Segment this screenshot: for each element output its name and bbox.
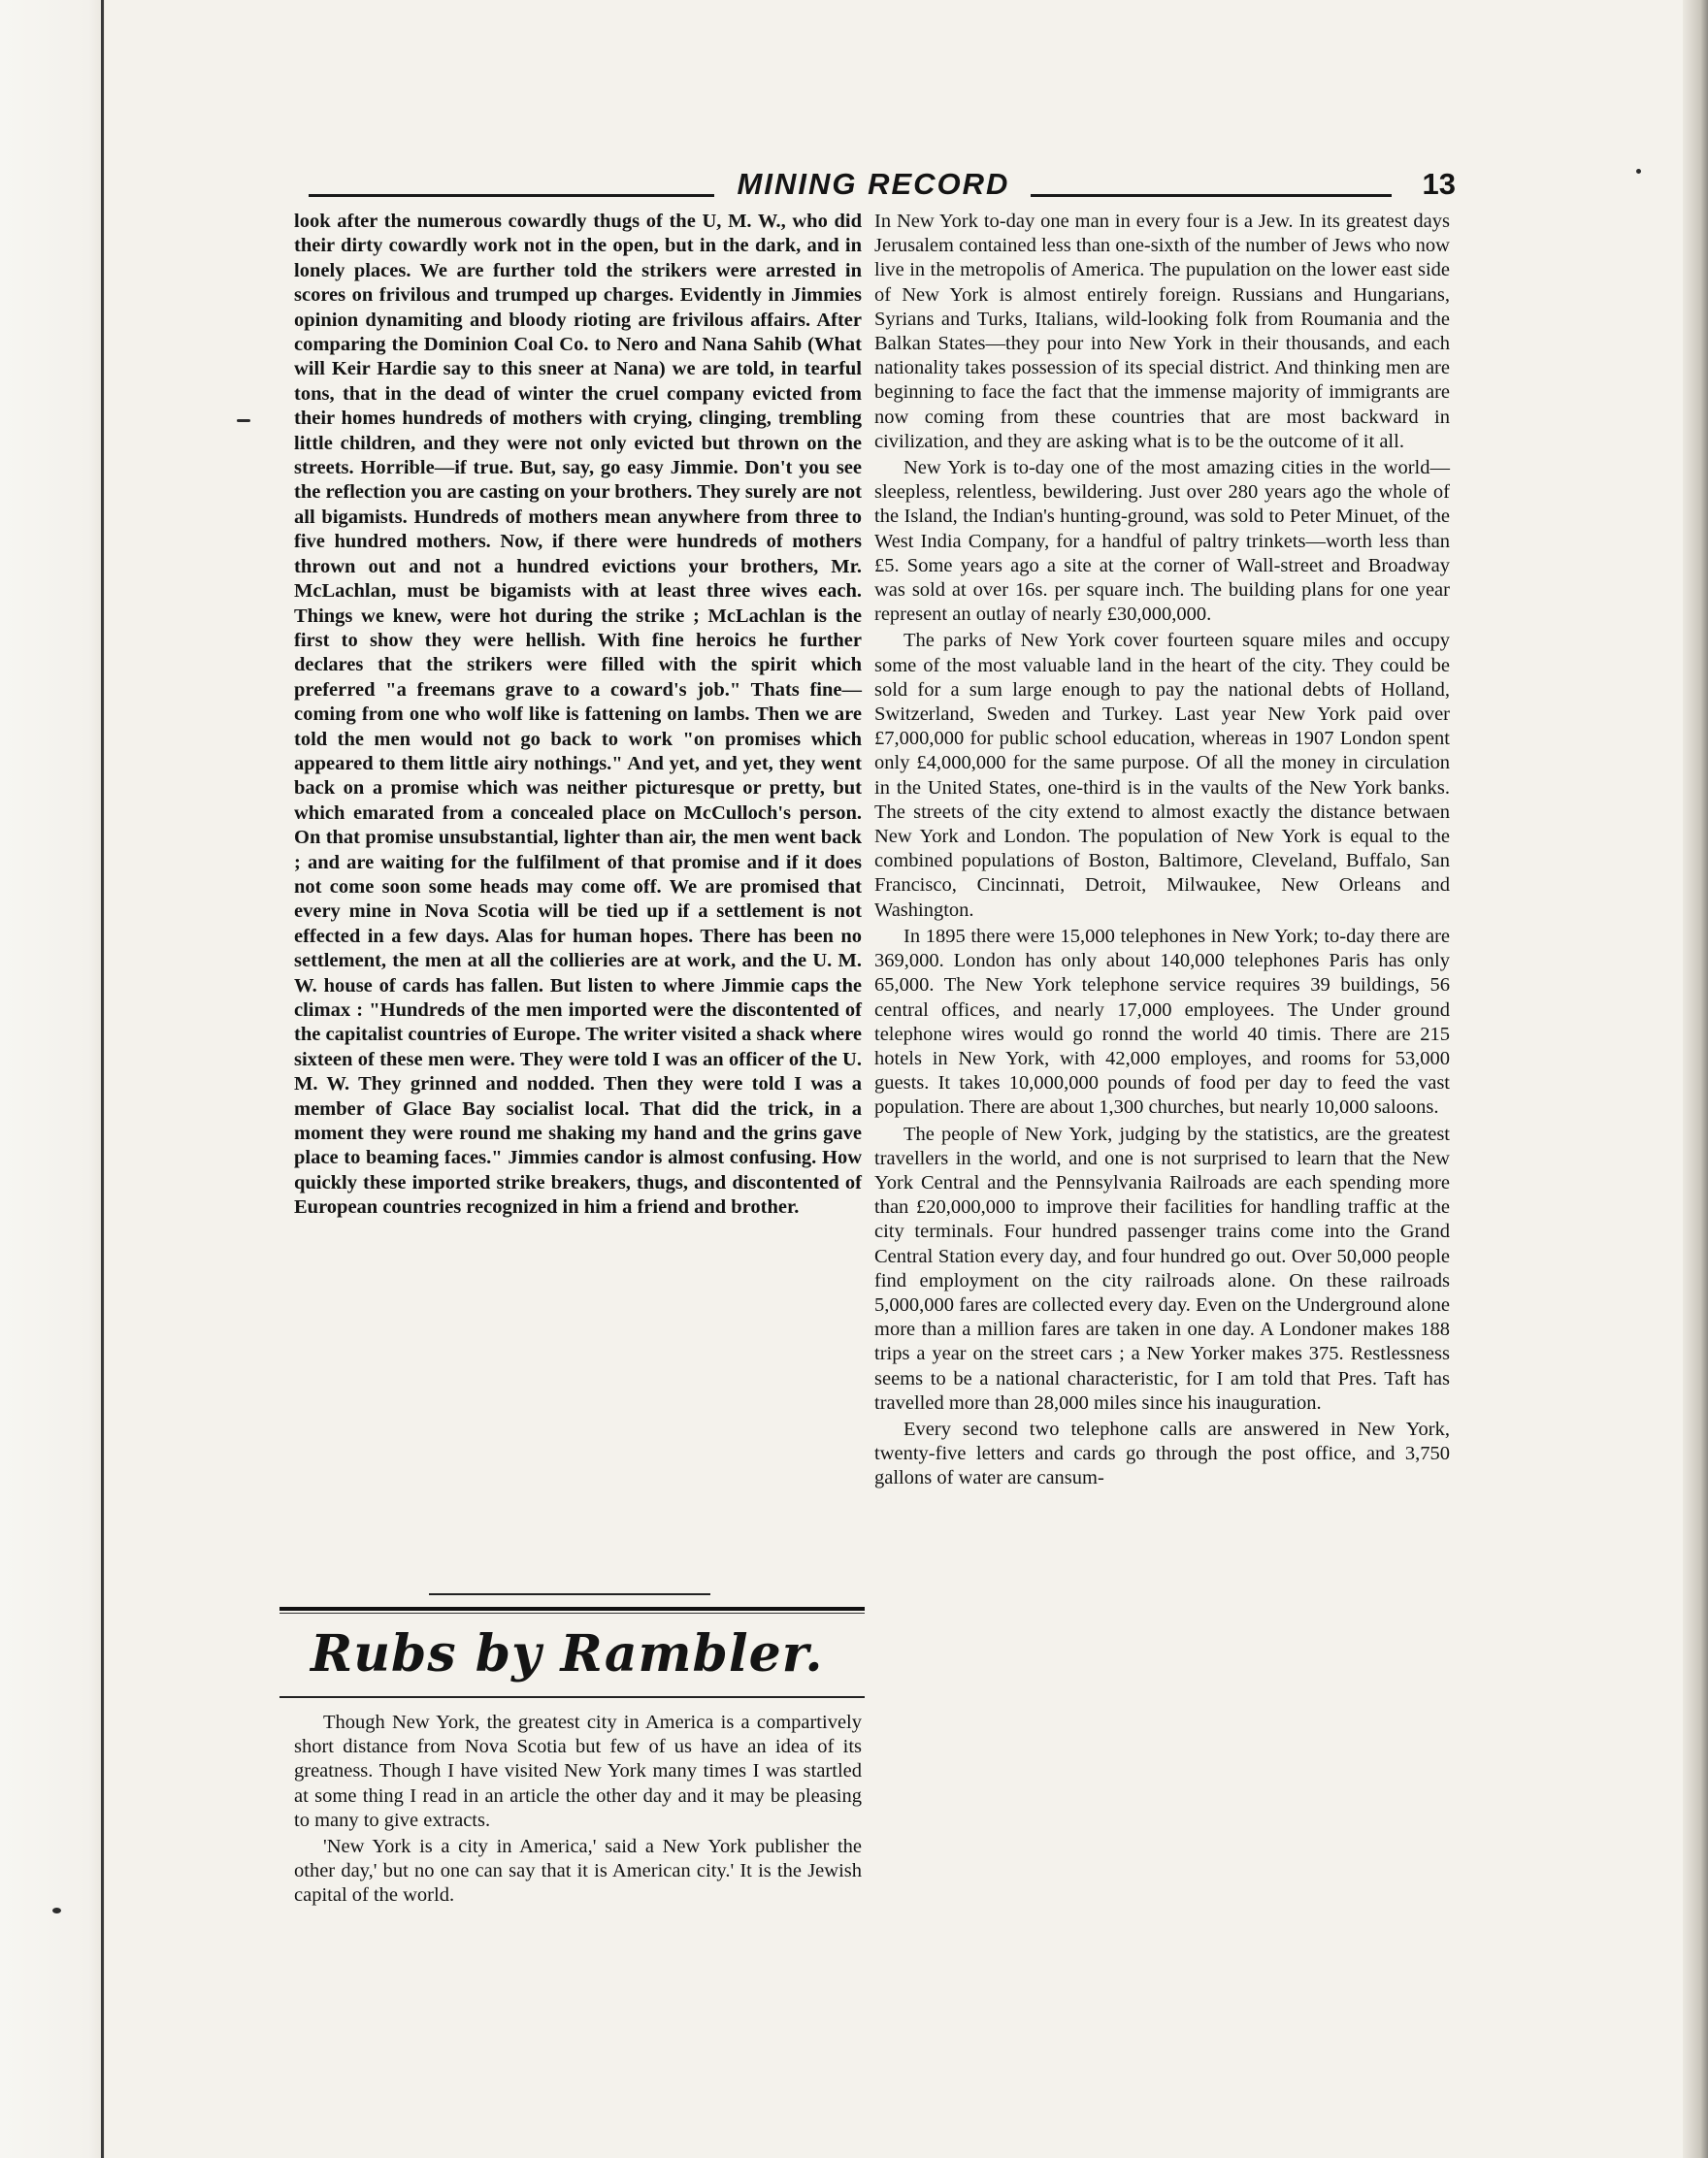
left-column-bottom-article — [294, 1711, 862, 1909]
paragraph: In 1895 there were 15,000 telephones in New York; to-day there are 369,000. London has only about 140,000 telephones Paris has only 65,000. The New York telephone service requires 39 buildings, 56 central offices, and nearly 17,000 employees. The Under ground telephone wires would go ronnd the world 40 timis. There are 215 hotels in New York, with 42,000 employes, and rooms for 53,000 guests. It takes 10,000,000 pounds of food per day to feed the vast population. There are about 1,300 churches, but nearly 10,000 saloons. — [874, 925, 1450, 1119]
paragraph: Every second two telephone calls are answered in New York, twenty-five letters and cards go through the post office, and 3,750 gallons of water are cansum- — [874, 1418, 1450, 1489]
ink-speck — [237, 419, 250, 422]
running-head-rule-left — [309, 194, 714, 197]
page-number: 13 — [1422, 167, 1456, 201]
right-column-article — [874, 210, 1450, 1491]
section-heading-underline — [279, 1696, 865, 1698]
section-heading — [311, 1620, 854, 1688]
binding-edge-line — [101, 0, 104, 2158]
paragraph: 'New York is a city in America,' said a New York publisher the other day,' but no one can say that it is American city.' It is the Jewish capital of the world. — [294, 1836, 862, 1907]
paragraph: New York is to-day one of the most amazing cities in the world—sleepless, relentless, bewildering. Just over 280 years ago the whole of the Island, the Indian's hunting-ground, was sold to Peter Minuet, of the West India Company, for a handful of paltry trinkets—worth less than £5. Some years ago a site at the corner of Wall-street and Broadway was sold at over 16s. per square inch. The building plans for one year represent an outlay of nearly £30,000,000. — [874, 457, 1450, 626]
section-divider-thin — [279, 1613, 865, 1614]
paragraph: look after the numerous cowardly thugs of the U, M. W., who did their dirty cowardly work not in the open, but in the dark, and in lonely places. We are further told the strikers were arrested in scores on frivilous and trumped up charges. Evidently in Jimmies opinion dynamiting and bloody rioting are frivilous affairs. After comparing the Dominion Coal Co. to Nero and Nana Sahib (What will Keir Hardie say to this sneer at Nana) we are told, in tearful tons, that in the dead of winter the cruel company evicted from their homes hundreds of mothers with crying, clinging, trembling little children, and they were not only evicted but thrown on the streets. Horrible—if true. But, say, go easy Jimmie. Don't you see the reflection you are casting on your brothers. They surely are not all bigamists. Hundreds of mothers mean anywhere from three to five hundred mothers. Now, if there were hundreds of mothers thrown out and not a hundred evictions your brothers, Mr. McLachlan, must be bigamists with at least three wives each. Things we knew, were hot during the strike ; McLachlan is the first to show they were hellish. With fine heroics he further declares that the strikers were filled with the spirit which preferred "a freemans grave to a coward's job." Thats fine—coming from one who wolf like is fattening on lambs. Then we are told the men would not go back to work "on promises which appeared to them little airy nothings." And yet, and yet, they went back on a promise which was neither picturesque or pretty, but which emarated from a concealed place on McCulloch's person. On that promise unsubstantial, lighter than air, the men went back ; and are waiting for the fulfilment of that promise and if it does not come soon some heads may come off. We are promised that every mine in Nova Scotia will be tied up if a settlement is not effected in a few days. Alas for human hopes. There has been no settlement, the men at all the collieries are at work, and the U. M. W. house of cards has fallen. But listen to where Jimmie caps the climax : "Hundreds of the men imported were the discontented of the capitalist countries of Europe. The writer visited a shack where sixteen of these men were. They were told I was an officer of the U. M. W. They grinned and nodded. Then they were told I was a member of Glace Bay socialist local. That did the trick, in a moment they were round me shaking my hand and the grins gave place to beaming faces." Jimmies candor is almost confusing. How quickly these imported strike breakers, thugs, and discontented of European countries recognized in him a friend and brother. — [294, 211, 862, 1219]
page-right-edge — [1683, 0, 1708, 2158]
paragraph: The parks of New York cover fourteen square miles and occupy some of the most valuable land in the heart of the city. They could be sold for a sum large enough to pay the national debts of Holland, Switzerland, Sweden and Turkey. Last year New York paid over £7,000,000 for public school education, whereas in 1907 London spent only £4,000,000 for the same purpose. Of all the money in circulation in the United States, one-third is in the vaults of the New York banks. The streets of the city extend to almost exactly the distance betwaen New York and London. The population of New York is equal to the combined populations of Boston, Baltimore, Cleveland, Buffalo, San Francisco, Cincinnati, Detroit, Milwaukee, New Orleans and Washington. — [874, 630, 1450, 921]
binding-margin — [0, 0, 105, 2158]
running-head-rule-right — [1031, 194, 1392, 197]
left-column-top-article — [294, 210, 862, 1221]
ink-speck — [52, 1908, 61, 1913]
ink-speck — [1636, 169, 1641, 174]
section-divider-thick — [279, 1607, 865, 1611]
running-head — [309, 167, 1456, 206]
section-heading-text: Rubs by Rambler. — [311, 1624, 824, 1684]
paragraph: In New York to-day one man in every four is a Jew. In its greatest days Jerusalem contained less than one-sixth of the number of Jews who now live in the metropolis of America. The pupulation on the lower east side of New York is almost entirely foreign. Russians and Hungarians, Syrians and Turks, Italians, wild-looking folk from Roumania and the Balkan States—they pour into New York in their thousands, and each nationality takes possession of its special district. And thinking men are beginning to face the fact that the immense majority of immigrants are now coming from these countries that are most backward in civilization, and they are asking what is to be the outcome of it all. — [874, 211, 1450, 452]
journal-title: MINING RECORD — [737, 167, 1010, 201]
paragraph: The people of New York, judging by the statistics, are the greatest travellers in the world, and one is not surprised to learn that the New York Central and the Pennsylvania Railroads are each spending more than £20,000,000 to improve their facilities for handling traffic at the city terminals. Four hundred passenger trains come into the Grand Central Station every day, and four hundred go out. Over 50,000 people find employment on the city railroads alone. On these railroads 5,000,000 fares are collected every day. Even on the Underground alone more than a million fares are taken in one day. A Londoner makes 188 trips a year on the street cars ; a New Yorker makes 375. Restlessness seems to be a national characteristic, for I am told that Pres. Taft has travelled more than 28,000 miles since his inauguration. — [874, 1123, 1450, 1414]
section-divider-short — [429, 1593, 710, 1595]
paragraph: Though New York, the greatest city in America is a compartively short distance from Nova Scotia but few of us have an idea of its greatness. Though I have visited New York many times I was startled at some thing I read in an article the other day and it may be pleasing to many to give extracts. — [294, 1712, 862, 1831]
